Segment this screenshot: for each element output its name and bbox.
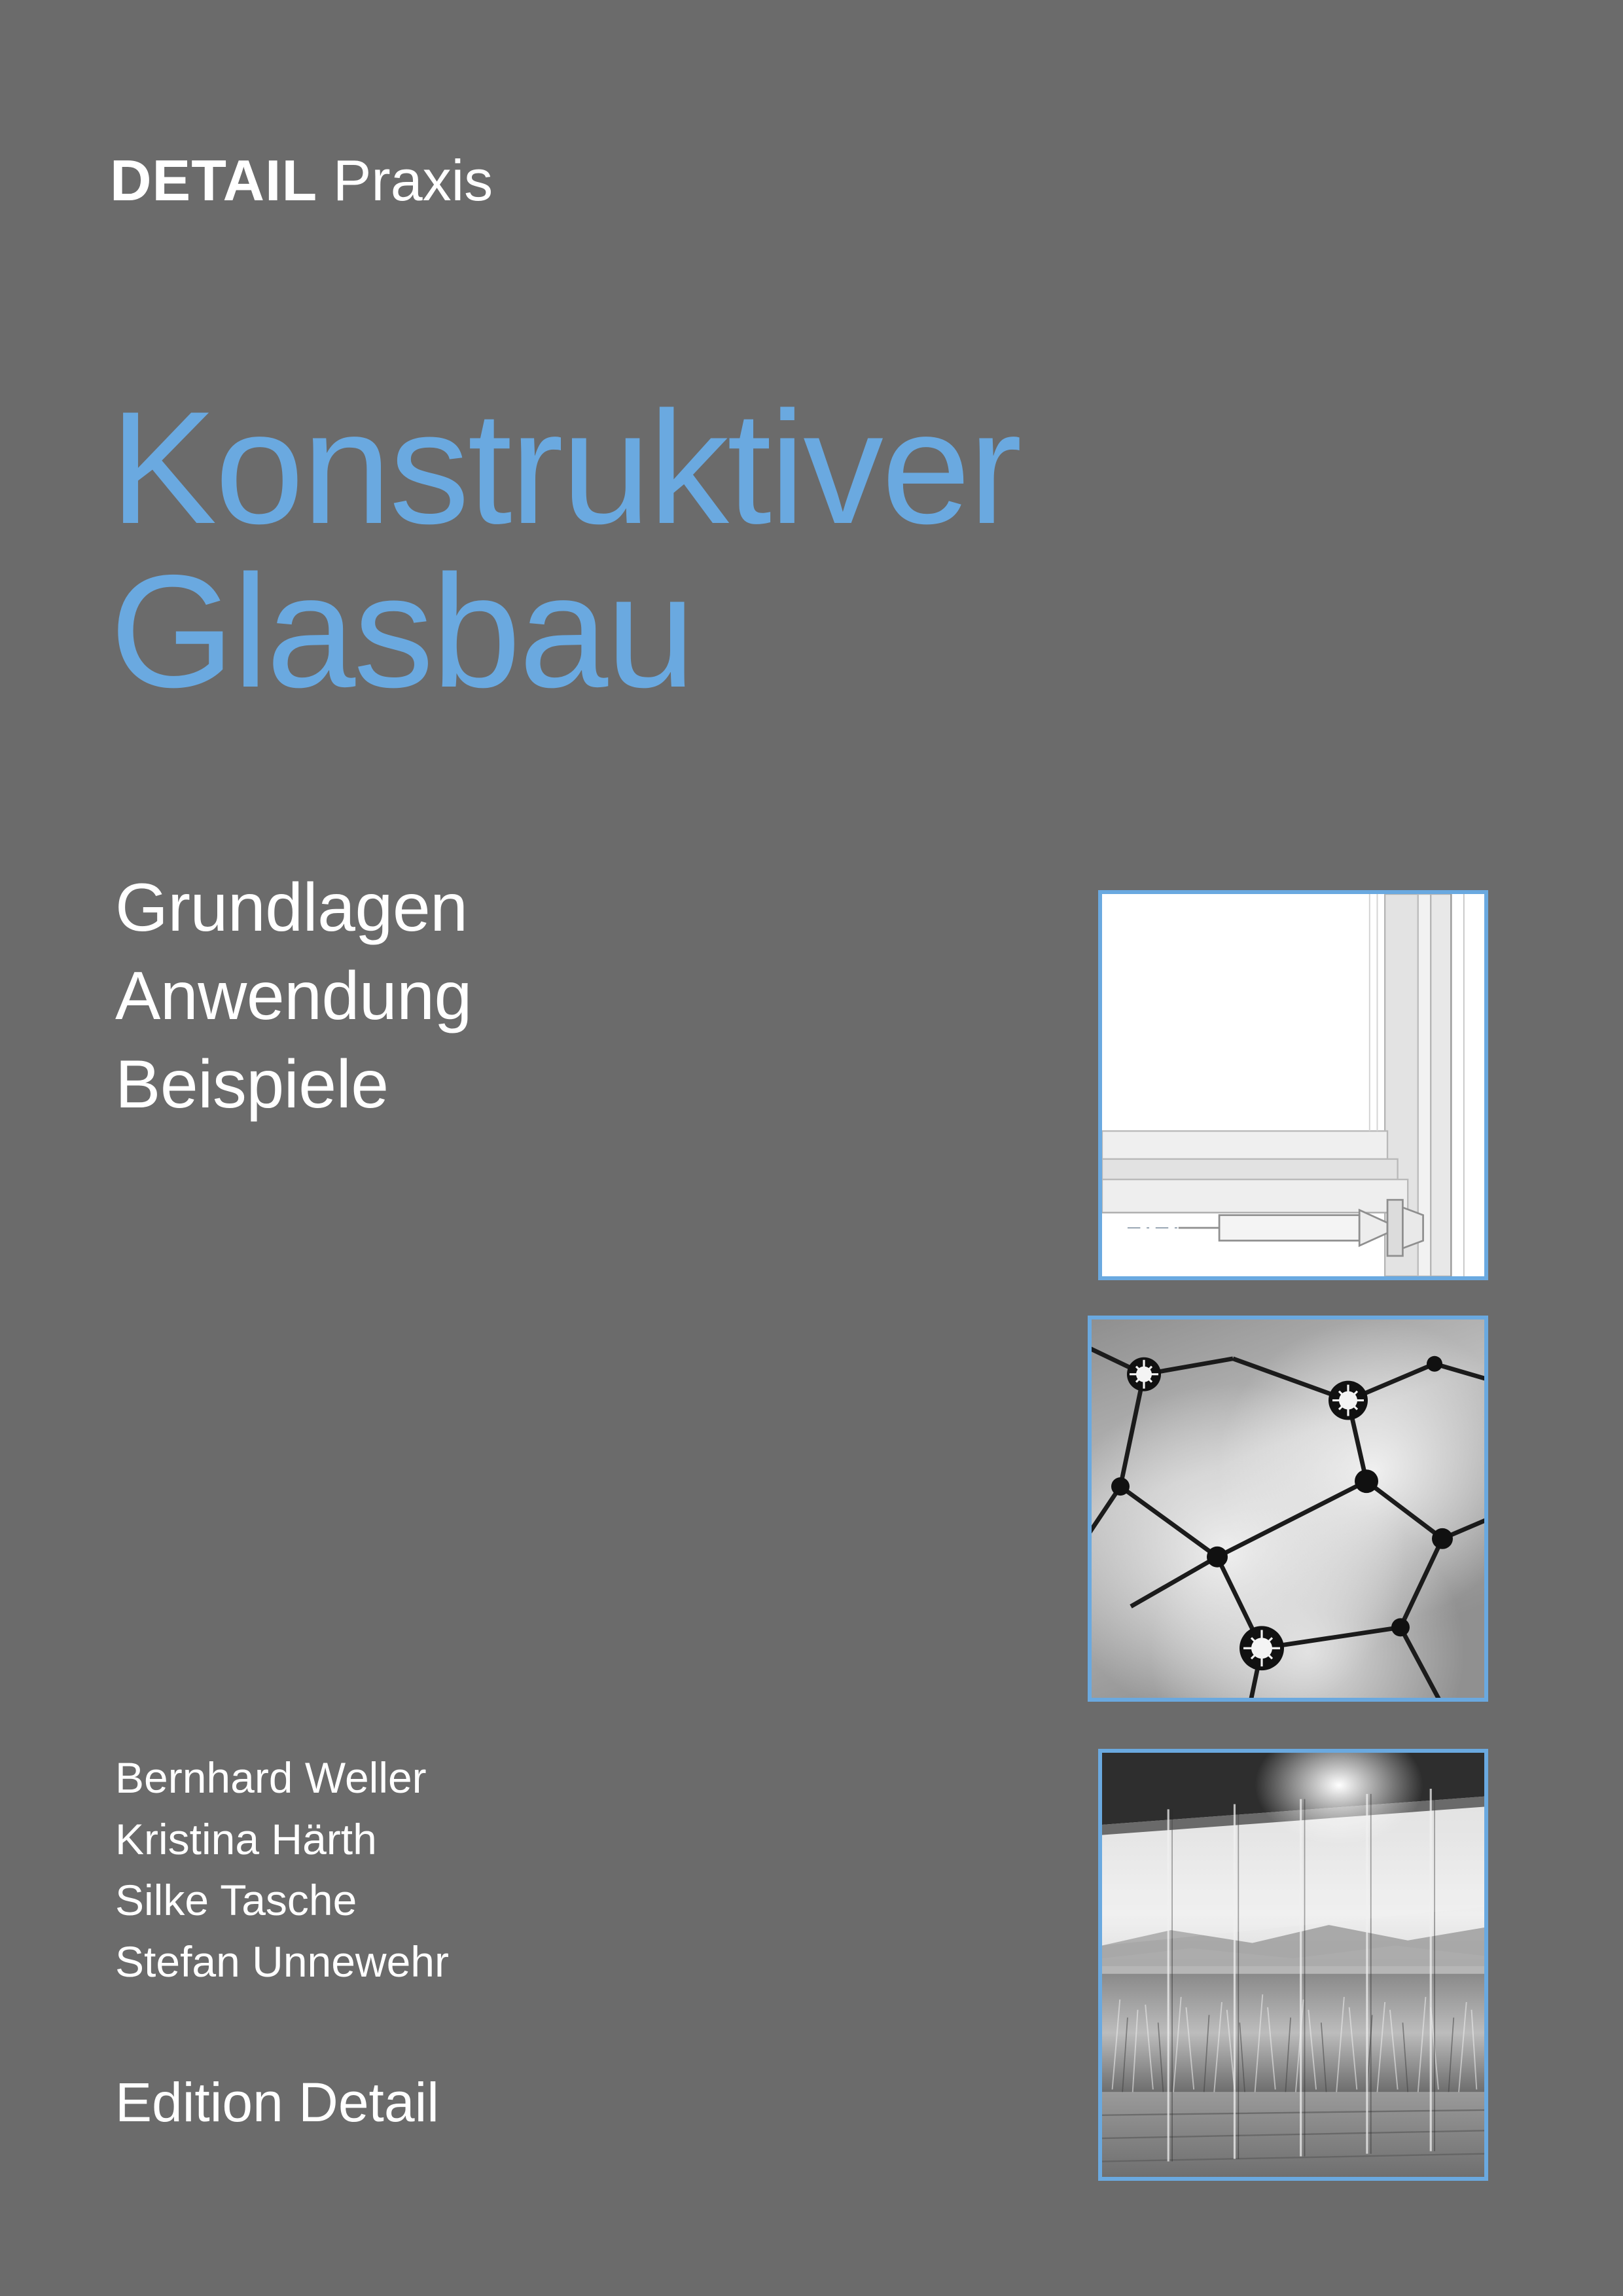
photo-glass-dome-node-connectors <box>1088 1316 1488 1702</box>
author-name: Kristina Härth <box>115 1814 377 1863</box>
series-logo <box>110 148 493 213</box>
publisher-name: Edition Detail <box>115 2072 439 2133</box>
title-line-2: Glasbau <box>110 541 694 721</box>
author-name: Silke Tasche <box>115 1876 357 1925</box>
glass-dome-photo <box>1092 1319 1484 1698</box>
page-title <box>110 378 1288 721</box>
photo-glass-facade-landscape <box>1098 1749 1488 2181</box>
technical-drawing-icon <box>1102 894 1484 1276</box>
subtitle-line-2: Anwendung <box>115 958 472 1035</box>
series-subbrand: Praxis <box>332 148 493 213</box>
subtitle-line-3: Beispiele <box>115 1047 389 1123</box>
title-line-1: Konstruktiver <box>110 378 1020 557</box>
subtitle-line-1: Grundlagen <box>115 870 468 946</box>
author-name: Bernhard Weller <box>115 1753 427 1802</box>
detail-drawing-glass-facade-connection <box>1098 890 1488 1280</box>
author-name: Stefan Unnewehr <box>115 1937 449 1986</box>
subtitle <box>115 864 472 1130</box>
series-brand: DETAIL <box>110 148 318 213</box>
author-list <box>115 1748 449 1993</box>
glass-facade-photo <box>1102 1753 1484 2177</box>
